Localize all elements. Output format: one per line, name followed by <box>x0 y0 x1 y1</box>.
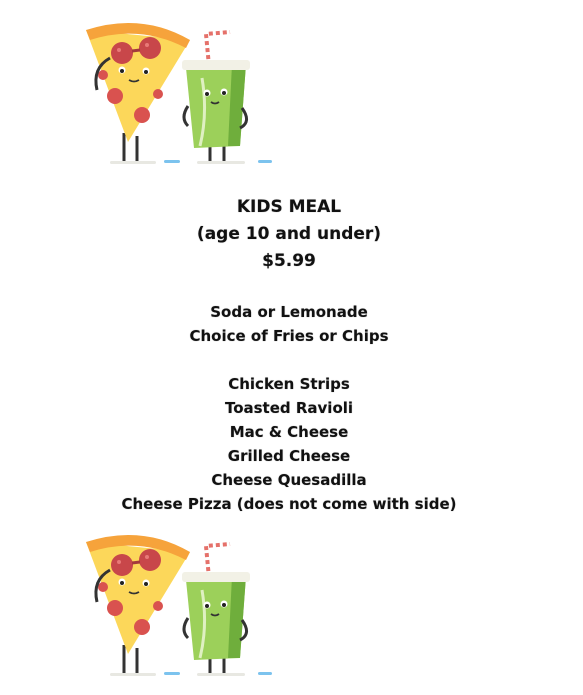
soda-cup-mascot-icon <box>182 32 250 161</box>
list-item: Mac & Cheese <box>229 423 349 441</box>
list-item: Soda or Lemonade <box>210 303 368 321</box>
soda-cup-mascot-icon <box>182 544 250 673</box>
list-item: Cheese Pizza (does not come with side) <box>121 495 457 513</box>
meal-price: $5.99 <box>262 251 316 271</box>
mascot-illustration-top <box>82 18 282 168</box>
pizza-slice-mascot-icon <box>86 23 190 161</box>
list-item: Toasted Ravioli <box>224 399 354 417</box>
entree-list <box>0 372 578 516</box>
meal-heading <box>0 194 578 275</box>
meal-title: KIDS MEAL <box>236 197 342 217</box>
mascot-illustration-bottom <box>82 530 282 680</box>
list-item: Chicken Strips <box>228 375 350 393</box>
list-item: Grilled Cheese <box>227 447 351 465</box>
age-note: (age 10 and under) <box>196 224 382 244</box>
list-item: Cheese Quesadilla <box>211 471 367 489</box>
kids-meal-menu <box>0 194 578 516</box>
included-items <box>0 300 578 348</box>
list-item: Choice of Fries or Chips <box>189 327 389 345</box>
pizza-slice-mascot-icon <box>86 535 190 673</box>
